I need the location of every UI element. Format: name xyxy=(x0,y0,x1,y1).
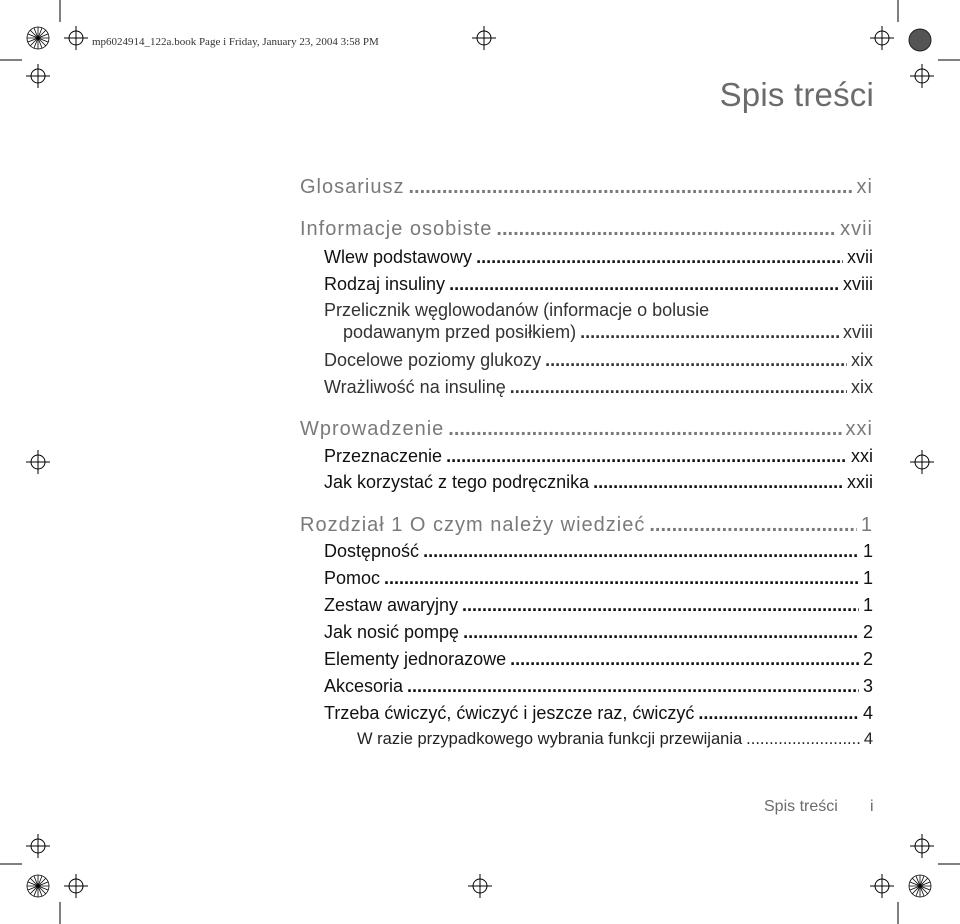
toc-label: Przeznaczenie xyxy=(324,446,443,466)
toc-page: 2 xyxy=(862,649,873,669)
toc-entry-informacje[interactable] xyxy=(300,218,873,241)
toc-label: W razie przypadkowego wybrania funkcji przewijania xyxy=(357,730,743,748)
leader-dots xyxy=(449,274,839,295)
toc-label: Informacje osobiste xyxy=(300,218,493,240)
leader-dots xyxy=(423,541,859,562)
toc-entry-wprowadzenie[interactable] xyxy=(300,418,873,441)
leader-dots xyxy=(496,218,836,241)
leader-dots xyxy=(407,676,859,697)
page-title: Spis treści xyxy=(719,76,874,113)
toc-page: xxi xyxy=(845,418,873,440)
leader-dots xyxy=(649,514,857,537)
toc-page: xvii xyxy=(847,247,873,267)
leader-dots xyxy=(462,595,859,616)
toc-label: Wprowadzenie xyxy=(300,418,445,440)
toc-page: xviii xyxy=(843,322,873,342)
toc-page: xvii xyxy=(840,218,873,240)
leader-dots xyxy=(384,568,859,589)
toc-page: xviii xyxy=(843,274,873,294)
toc-page: xi xyxy=(856,176,873,198)
leader-dots xyxy=(446,446,847,467)
toc-page: 1 xyxy=(862,541,873,561)
leader-dots xyxy=(580,322,839,343)
toc-label: Akcesoria xyxy=(324,676,404,696)
toc-page: 1 xyxy=(860,514,873,536)
toc-label: Wlew podstawowy xyxy=(324,247,473,267)
toc-entry-w-razie[interactable] xyxy=(357,730,873,749)
toc-entry-przelicznik-line1[interactable]: Przelicznik węglowodanów (informacje o bolusie xyxy=(324,300,710,320)
toc-entry-pomoc[interactable] xyxy=(324,568,873,589)
leader-dots xyxy=(448,418,841,441)
toc-page: xxii xyxy=(847,472,873,492)
toc-entry-jak-nosic[interactable] xyxy=(324,622,873,643)
toc-entry-dostepnosc[interactable] xyxy=(324,541,873,562)
leader-dots xyxy=(545,350,847,371)
toc-label: podawanym przed posiłkiem) xyxy=(343,322,577,342)
leader-dots xyxy=(510,649,859,670)
leader-dots xyxy=(746,730,860,749)
toc-label: Dostępność xyxy=(324,541,420,561)
toc-page: xxi xyxy=(851,446,873,466)
toc-page: 3 xyxy=(862,676,873,696)
toc-page: 4 xyxy=(863,730,873,748)
toc-page: xix xyxy=(851,377,873,397)
toc-label: Jak korzystać z tego podręcznika xyxy=(324,472,590,492)
toc-label: Wrażliwość na insulinę xyxy=(324,377,506,397)
leader-dots xyxy=(698,703,859,724)
toc-entry-zestaw[interactable] xyxy=(324,595,873,616)
toc-entry-rodzaj[interactable] xyxy=(324,274,873,295)
leader-dots xyxy=(408,176,852,199)
toc-page: 1 xyxy=(862,595,873,615)
toc-page: 2 xyxy=(862,622,873,642)
toc-label: Glosariusz xyxy=(300,176,405,198)
toc-entry-przeznaczenie[interactable] xyxy=(324,446,873,467)
leader-dots xyxy=(476,247,843,268)
toc-entry-elementy[interactable] xyxy=(324,649,873,670)
toc-entry-jak-korzystac[interactable] xyxy=(324,472,873,493)
toc-page: 1 xyxy=(862,568,873,588)
toc-page: xix xyxy=(851,350,873,370)
toc-label: Rodzaj insuliny xyxy=(324,274,446,294)
footer-section-label: Spis treści xyxy=(764,798,838,815)
leader-dots xyxy=(510,377,847,398)
toc-label: Jak nosić pompę xyxy=(324,622,460,642)
leader-dots xyxy=(463,622,859,643)
toc-entry-wrazliwosc[interactable] xyxy=(324,377,873,398)
toc-label: Docelowe poziomy glukozy xyxy=(324,350,542,370)
toc-entry-glosariusz[interactable] xyxy=(300,176,873,199)
toc-entry-rozdzial1[interactable] xyxy=(300,514,873,537)
toc-label: Zestaw awaryjny xyxy=(324,595,459,615)
footer-page-number: i xyxy=(870,798,874,815)
toc-entry-docelowe[interactable] xyxy=(324,350,873,371)
leader-dots xyxy=(593,472,843,493)
toc-label: Elementy jednorazowe xyxy=(324,649,507,669)
toc-label: Pomoc xyxy=(324,568,381,588)
toc-entry-trzeba[interactable] xyxy=(324,703,873,724)
toc-label: Rozdział 1 O czym należy wiedzieć xyxy=(300,514,646,536)
toc-entry-wlew[interactable] xyxy=(324,247,873,268)
toc-page: 4 xyxy=(862,703,873,723)
toc-entry-przelicznik[interactable] xyxy=(343,322,873,343)
toc-entry-akcesoria[interactable] xyxy=(324,676,873,697)
file-slug: mp6024914_122a.book Page i Friday, January 23, 2004 3:58 PM xyxy=(92,36,379,48)
toc-label: Trzeba ćwiczyć, ćwiczyć i jeszcze raz, ćwiczyć xyxy=(324,703,695,723)
